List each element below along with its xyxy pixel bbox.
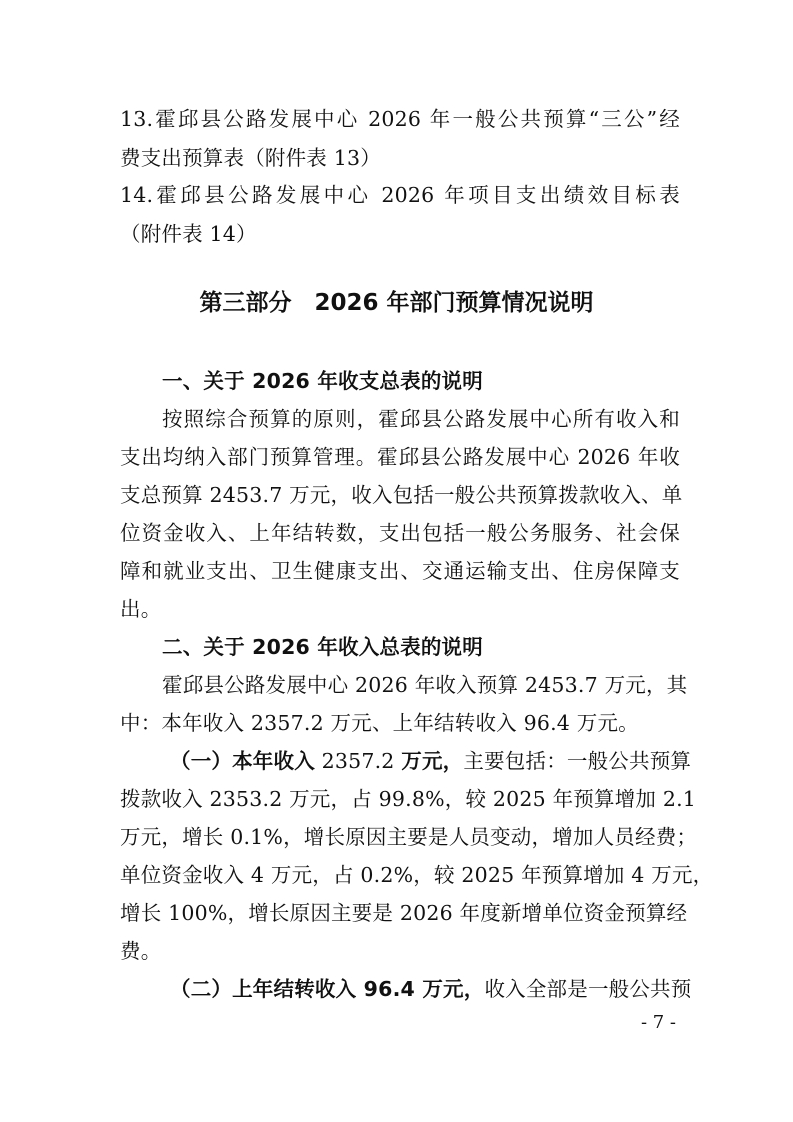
subsection-1-line-3: 单位资金收入 4 万元，占 0.2%，较 2025 年预算增加 4 万元， [120,863,714,887]
section-1-line-2: 支出均纳入部门预算管理。霍邱县公路发展中心 2026 年收 [120,445,680,469]
subsection-1-line-1: 拨款收入 2353.2 万元，占 99.8%，较 2025 年预算增加 2.1 [120,787,697,811]
subsection-2-lead-rest: 收入全部是一般公共预 [484,977,692,1001]
section-1-line-6: 出。 [120,597,162,621]
subsection-1-line-5: 费。 [120,939,162,963]
attachment-item-14-line-2: （附件表 14） [120,222,257,246]
attachment-item-13-line-2: 费支出预算表（附件表 13） [120,146,381,170]
section-1-line-1: 按照综合预算的原则，霍邱县公路发展中心所有收入和 [162,407,680,431]
section-1-line-3: 支总预算 2453.7 万元，收入包括一般公共预算拨款收入、单 [120,483,683,507]
subsection-1-lead-unit: 万元， [401,749,464,773]
attachment-item-13-line-1: 13.霍邱县公路发展中心 2026 年一般公共预算“三公”经 [120,107,680,131]
subsection-1-lead-rest: 主要包括：一般公共预算 [463,749,692,773]
subsection-1-lead-line [170,749,692,773]
section-1-line-5: 障和就业支出、卫生健康支出、交通运输支出、住房保障支 [120,559,680,583]
attachment-item-14-line-1: 14.霍邱县公路发展中心 2026 年项目支出绩效目标表 [120,183,680,207]
section-1-line-4: 位资金收入、上年结转数，支出包括一般公务服务、社会保 [120,521,680,545]
subsection-2-lead-label: （二）上年结转收入 96.4 万元， [170,977,485,1001]
subsection-1-lead-amount: 2357.2 [314,749,402,773]
subsection-2-lead-line [170,977,692,1001]
subsection-1-line-2: 万元，增长 0.1%，增长原因主要是人员变动，增加人员经费； [120,825,698,849]
section-2-intro-line-1: 霍邱县公路发展中心 2026 年收入预算 2453.7 万元，其 [162,673,688,697]
part-heading: 第三部分 2026 年部门预算情况说明 [199,290,594,316]
page-number: - 7 - [640,1012,676,1033]
subsection-1-lead-label: （一）本年收入 [170,749,315,773]
section-1-title: 一、关于 2026 年收支总表的说明 [162,369,483,393]
subsection-1-line-4: 增长 100%，增长原因主要是 2026 年度新增单位资金预算经 [120,901,688,925]
section-2-title: 二、关于 2026 年收入总表的说明 [162,635,483,659]
section-2-intro-line-2: 中：本年收入 2357.2 万元、上年结转收入 96.4 万元。 [120,711,639,735]
